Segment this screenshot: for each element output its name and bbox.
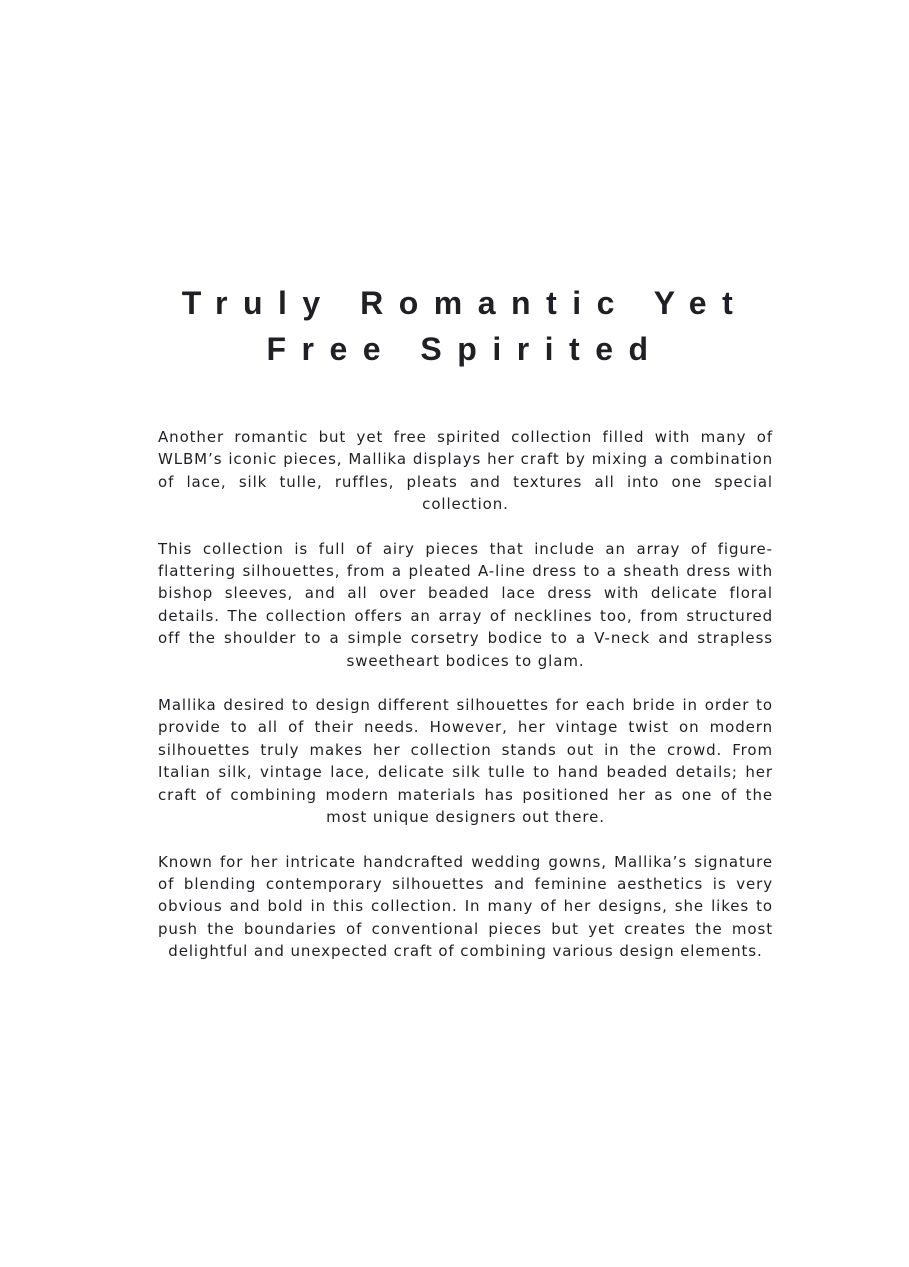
title-line-2: Free Spirited [266,331,664,367]
title-line-1: Truly Romantic Yet [181,285,749,321]
page-title [150,280,780,372]
paragraph-signature: Known for her intricate handcrafted wedding gowns, Mallika’s signature of blending contemporary silhouettes and feminine aesthetics is very obvious and bold in this collection. In many of her designs, she likes to push the boundaries of conventional pieces but yet creates the most delightful and unexpected craft of combining various design elements. [158,852,773,961]
paragraph-silhouettes: This collection is full of airy pieces that include an array of figure-flattering silhouettes, from a pleated A-line dress to a sheath dress with bishop sleeves, and all over beaded lace dress with delicate floral details. The collection offers an array of necklines too, from structured off the shoulder to a simple corsetry bodice to a V-neck and strapless sweetheart bodices to glam. [158,539,773,670]
paragraph-materials: Mallika desired to design different silhouettes for each bride in order to provide to all of their needs. However, her vintage twist on modern silhouettes truly makes her collection stands out in the crowd. From Italian silk, vintage lace, delicate silk tulle to hand beaded details; her craft of combining modern materials has positioned her as one of the most unique designers out there. [158,696,773,827]
article-body [158,426,773,985]
paragraph-intro: Another romantic but yet free spirited collection filled with many of WLBM’s iconic pieces, Mallika displays her craft by mixing a combination of lace, silk tulle, ruffles, pleats and textures all into one special collection. [158,428,773,514]
